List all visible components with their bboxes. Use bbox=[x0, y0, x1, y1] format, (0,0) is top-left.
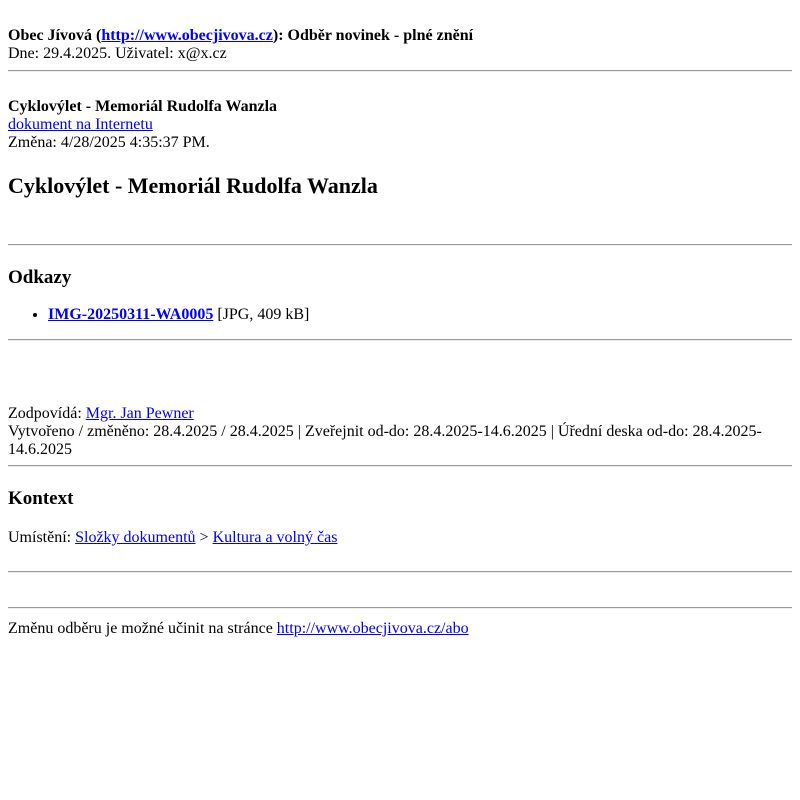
footer-text: Změnu odběru je možné učinit na stránce bbox=[8, 620, 273, 637]
date-user-line: Dne: 29.4.2025. Uživatel: x@x.cz bbox=[8, 45, 227, 62]
footer-line bbox=[8, 620, 792, 638]
article-small-title: Cyklovýlet - Memoriál Rudolfa Wanzla bbox=[8, 98, 278, 115]
attachment-meta: [JPG, 409 kB] bbox=[217, 306, 310, 323]
attachment-item bbox=[48, 306, 792, 324]
responsible-person-link[interactable]: Mgr. Jan Pewner bbox=[85, 405, 194, 422]
divider bbox=[8, 70, 792, 72]
breadcrumb-folders-link[interactable]: Složky dokumentů bbox=[75, 529, 196, 546]
location-breadcrumb bbox=[8, 529, 792, 547]
divider bbox=[8, 465, 792, 467]
location-label: Umístění: bbox=[8, 529, 72, 546]
subscription-settings-link[interactable]: http://www.obecjivova.cz/abo bbox=[276, 620, 469, 637]
divider bbox=[8, 607, 792, 609]
breadcrumb-separator: > bbox=[199, 529, 209, 546]
attachment-link[interactable]: IMG-20250311-WA0005 bbox=[48, 306, 214, 323]
document-meta bbox=[8, 405, 792, 459]
internet-document-link[interactable]: dokument na Internetu bbox=[8, 116, 153, 133]
details-line-2: 14.6.2025 bbox=[8, 441, 72, 458]
details-line-1: Vytvořeno / změněno: 28.4.2025 / 28.4.2025 | Zveřejnit od-do: 28.4.2025-14.6.2025 | Úřední deska od-do: 28.4.2025- bbox=[8, 423, 762, 440]
article-title: Cyklovýlet - Memoriál Rudolfa Wanzla bbox=[8, 173, 378, 198]
divider bbox=[8, 244, 792, 246]
article-block bbox=[8, 98, 792, 152]
article-changed: Změna: 4/28/2025 4:35:37 PM. bbox=[8, 134, 210, 151]
links-heading: Odkazy bbox=[8, 267, 72, 288]
header-subtitle: Odběr novinek - plné znění bbox=[287, 27, 474, 44]
responsible-label: Zodpovídá: bbox=[8, 405, 82, 422]
attachments-list bbox=[8, 306, 792, 324]
divider bbox=[8, 339, 792, 341]
header-title-line: Obec Jívová (http://www.obecjivova.cz): Odběr novinek - plné znění bbox=[8, 27, 474, 44]
org-url-link[interactable]: http://www.obecjivova.cz bbox=[101, 27, 273, 44]
newsletter-header bbox=[8, 27, 792, 63]
org-name: Obec Jívová bbox=[8, 27, 92, 44]
responsible-line bbox=[8, 405, 792, 423]
breadcrumb-culture-link[interactable]: Kultura a volný čas bbox=[212, 529, 338, 546]
context-heading: Kontext bbox=[8, 488, 74, 509]
divider bbox=[8, 571, 792, 573]
